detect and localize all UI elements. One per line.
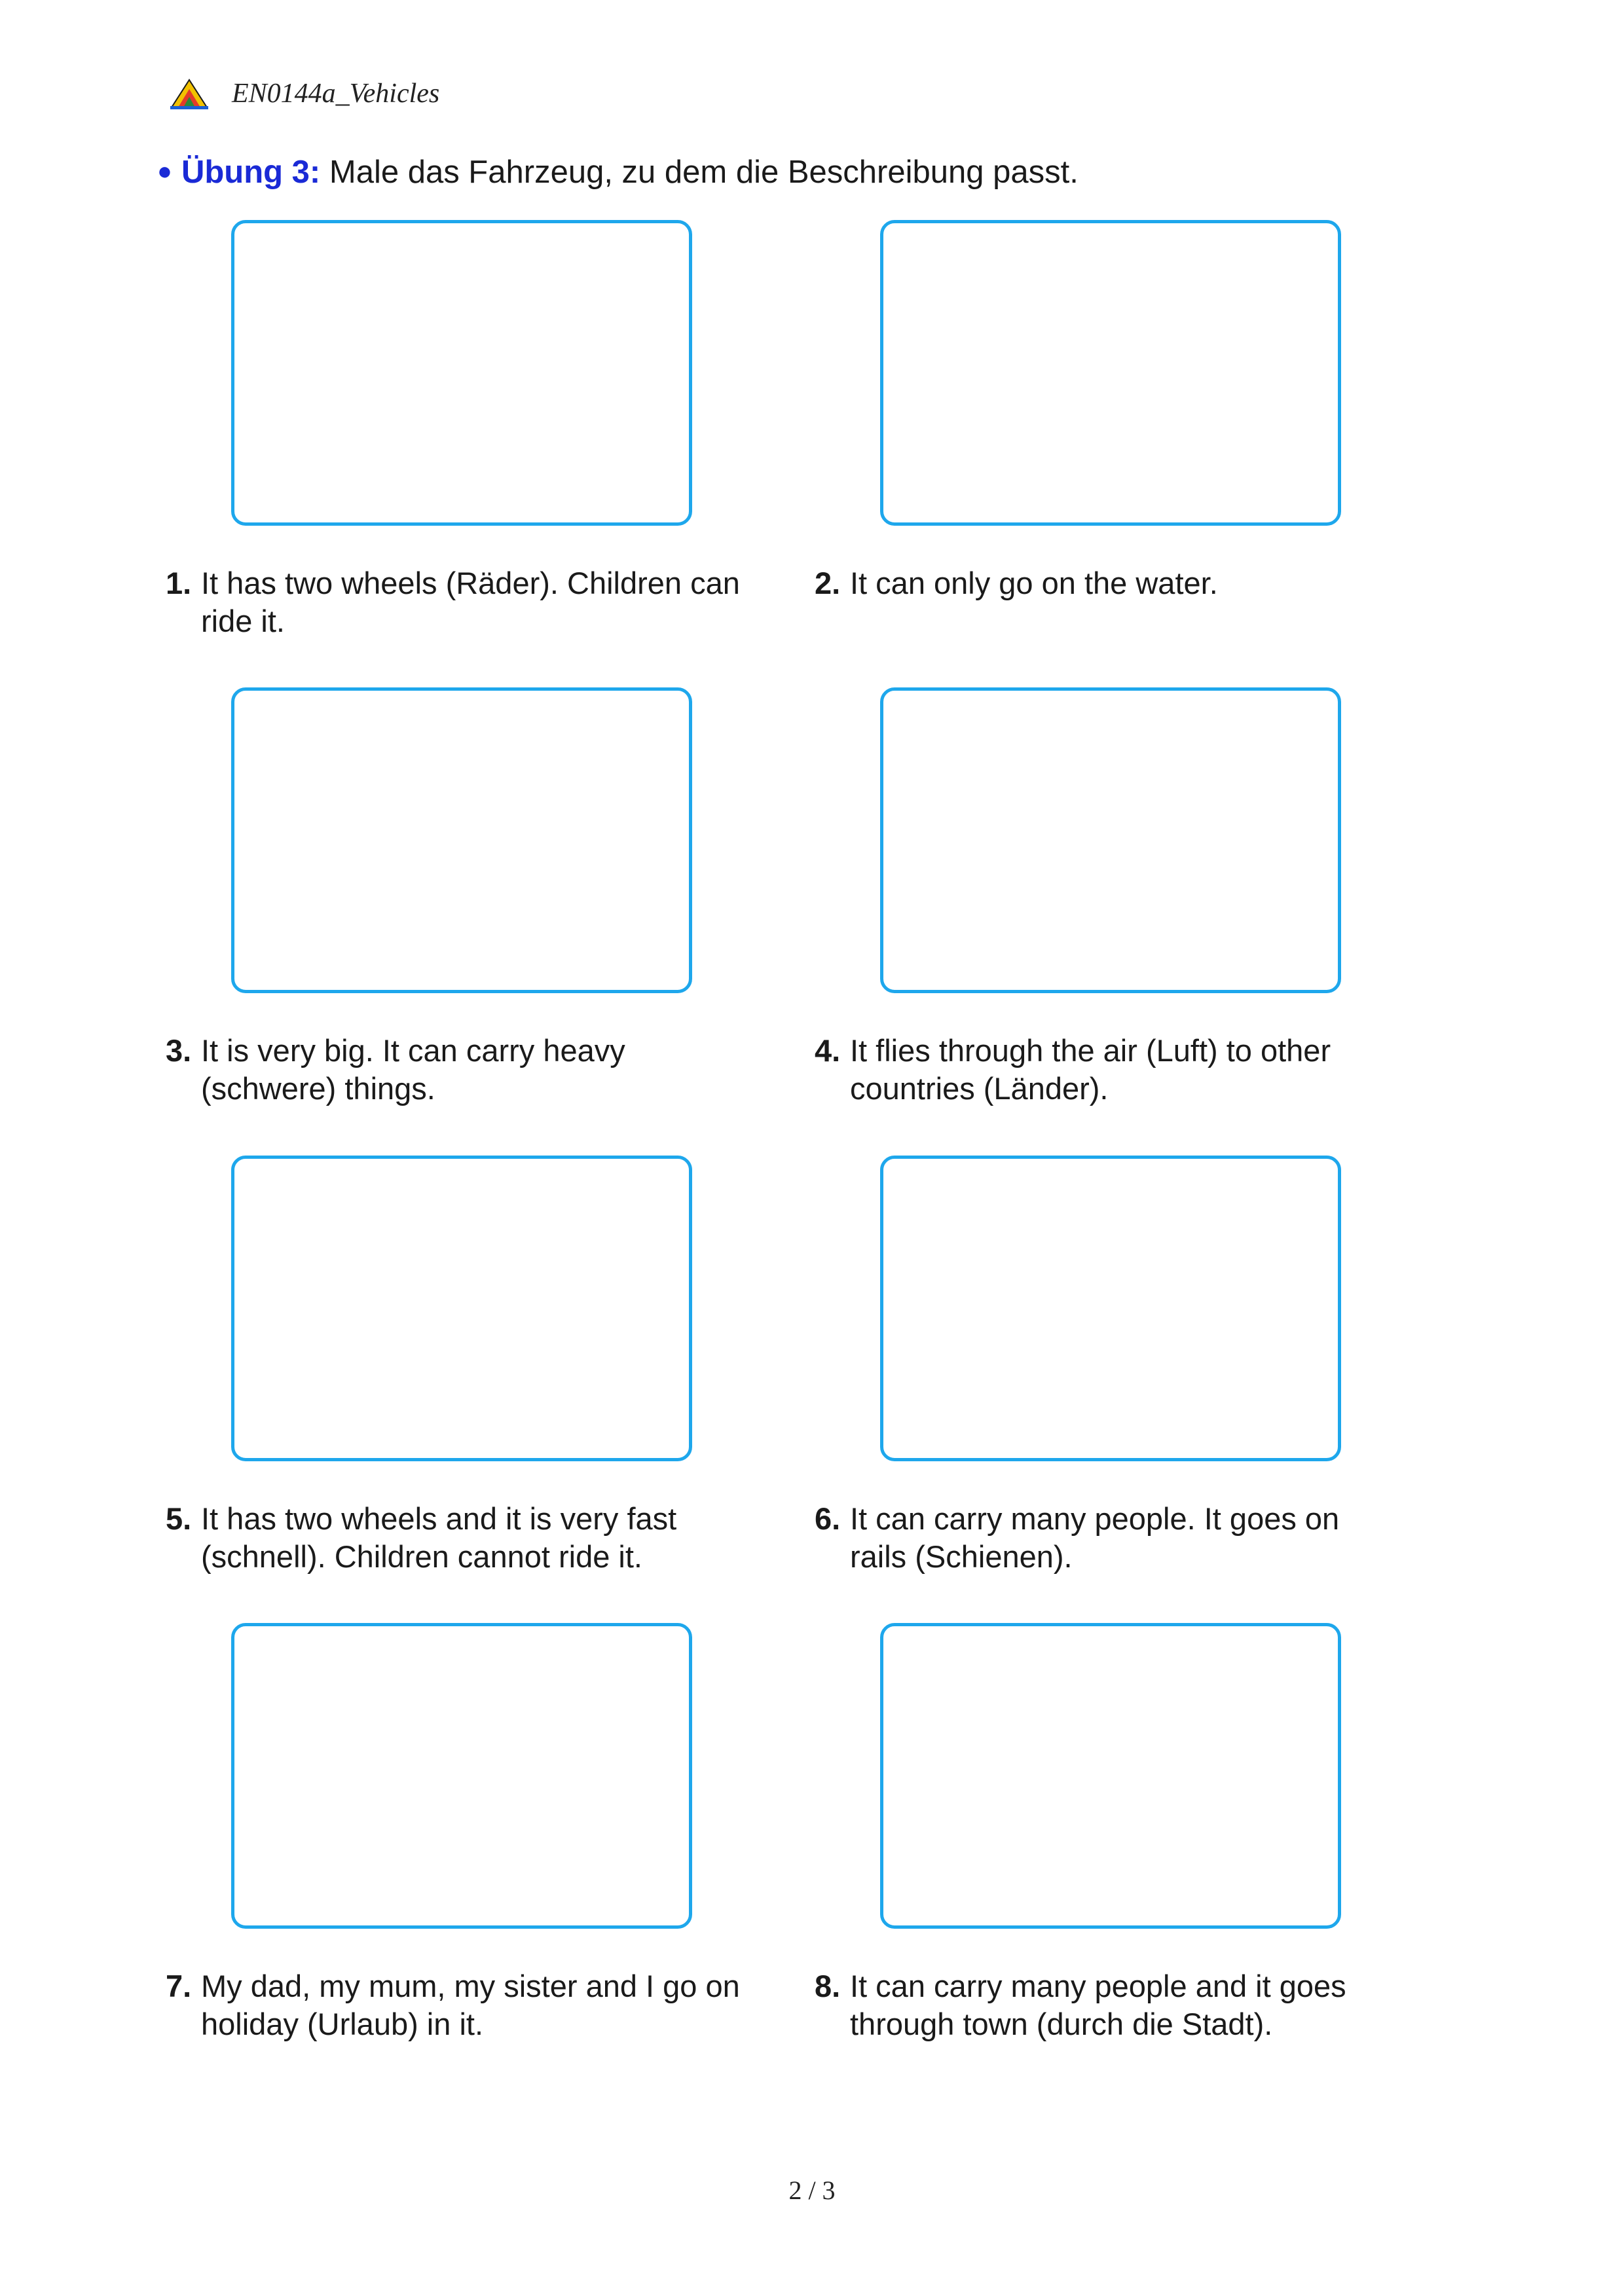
item-text: It can carry many people and it goes through town (durch die Stadt). [850,1969,1346,2041]
drawing-box-7[interactable] [231,1623,692,1929]
item-number: 5. [166,1501,192,1536]
description-4 [815,1032,1404,1108]
item-number: 2. [815,566,841,600]
item-text: It can only go on the water. [850,566,1218,600]
item-text: It has two wheels (Räder). Children can ride it. [201,566,740,638]
bullet-icon: ● [157,158,172,185]
description-6 [815,1500,1404,1576]
item-text: It is very big. It can carry heavy (schwere) things. [201,1033,625,1106]
description-7 [166,1967,755,2043]
item-number: 4. [815,1033,841,1068]
exercise-heading [157,154,1079,191]
exercise-instruction: Male das Fahrzeug, zu dem die Beschreibung passt. [329,155,1079,190]
description-3 [166,1032,729,1108]
drawing-box-4[interactable] [880,687,1341,993]
page-header [169,71,439,117]
item-text: It can carry many people. It goes on rails (Schienen). [850,1501,1340,1574]
item-text: It has two wheels and it is very fast (schnell). Children cannot ride it. [201,1501,677,1574]
item-number: 8. [815,1969,841,2003]
drawing-box-3[interactable] [231,687,692,993]
description-5 [166,1500,755,1576]
document-id: EN0144a_Vehicles [232,79,440,109]
item-number: 1. [166,566,192,600]
description-8 [815,1967,1404,2043]
item-number: 3. [166,1033,192,1068]
description-2 [815,564,1404,602]
item-number: 7. [166,1969,192,2003]
drawing-box-2[interactable] [880,220,1341,526]
drawing-box-8[interactable] [880,1623,1341,1929]
item-text: It flies through the air (Luft) to other countries (Länder). [850,1033,1331,1106]
item-number: 6. [815,1501,841,1536]
exercise-label: Übung 3: [181,155,321,190]
page-number: 2 / 3 [788,2176,836,2205]
description-1 [166,564,755,640]
item-text: My dad, my mum, my sister and I go on holiday (Urlaub) in it. [201,1969,740,2041]
drawing-box-6[interactable] [880,1156,1341,1461]
logo-icon [169,77,210,110]
drawing-box-1[interactable] [231,220,692,526]
drawing-box-5[interactable] [231,1156,692,1461]
